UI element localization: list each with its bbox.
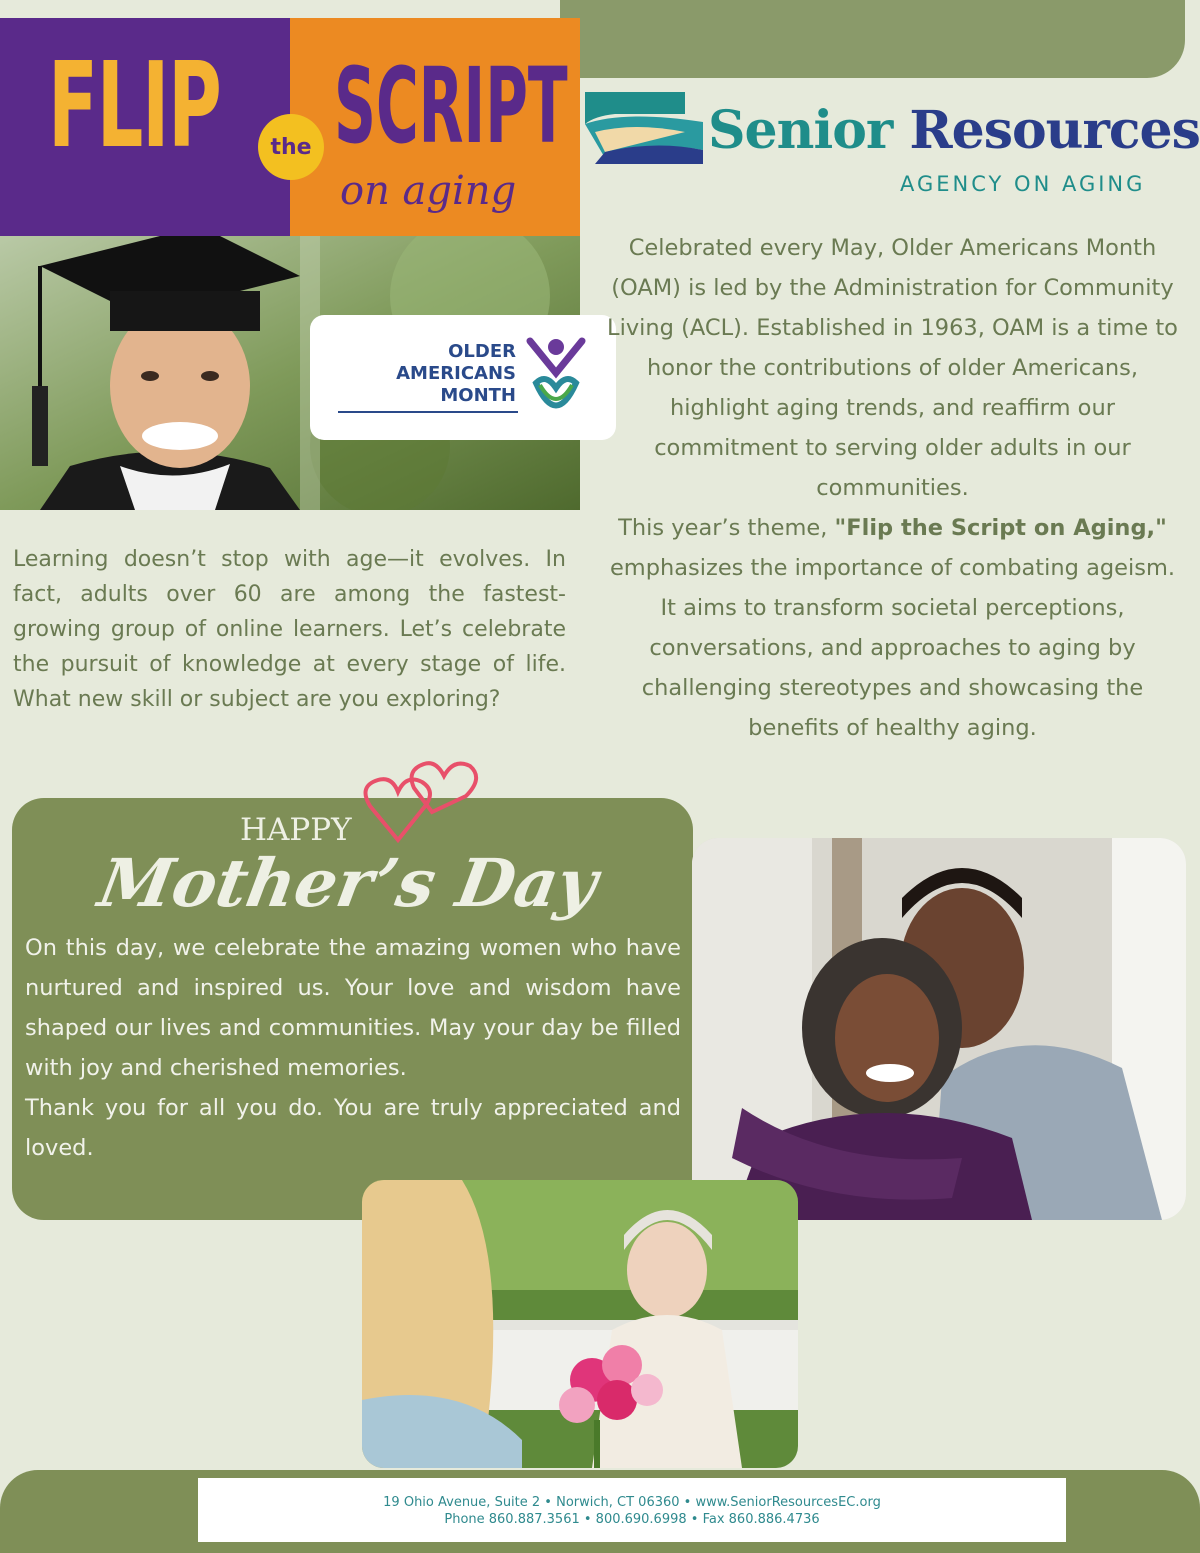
- older-americans-month-logo: [310, 315, 616, 440]
- oam-description: [600, 228, 1185, 748]
- oam-line-3: MONTH: [440, 385, 516, 406]
- mothers-day-message: [25, 928, 681, 1168]
- brand-name-senior: Senior: [708, 100, 910, 161]
- footer-phone: Phone 860.887.3561 • 800.690.6998 • Fax 860.886.4736: [444, 1512, 820, 1527]
- theme-name: "Flip the Script on Aging,": [834, 515, 1167, 541]
- banner-on-aging: on aging: [340, 168, 517, 214]
- people-heart-icon: [526, 333, 586, 423]
- brand-tagline: AGENCY ON AGING: [900, 172, 1146, 196]
- brand-name-resources: Resources: [909, 100, 1200, 161]
- oam-logo-text: [346, 341, 516, 407]
- flowers-photo: [362, 1180, 798, 1468]
- theme-suffix: emphasizes the importance of combating ageism. It aims to transform societal perceptions, conversations, and approaches to aging by challenging stereotypes and showcasing the benefits of healthy aging.: [609, 555, 1176, 741]
- banner-flip-word: FLIP: [48, 36, 221, 174]
- theme-prefix: This year’s theme,: [618, 515, 835, 541]
- mothers-day-paragraph-1: On this day, we celebrate the amazing women who have nurtured and inspired us. Your love and wisdom have shaped our lives and communities. May your day be filled with joy and cherished memories.: [25, 935, 681, 1081]
- footer-contact-box: [198, 1478, 1066, 1542]
- learning-paragraph: Learning doesn’t stop with age—it evolves. In fact, adults over 60 are among the fastest-growing group of online learners. Let’s celebrate the pursuit of knowledge at every stage of life. What new skill or subject are you exploring?: [13, 547, 566, 712]
- banner-the-badge: the: [258, 114, 324, 180]
- banner-script-word: SCRIPT: [334, 45, 568, 167]
- flip-the-script-banner: [0, 18, 580, 236]
- oam-underline: [338, 411, 518, 413]
- footer-address: 19 Ohio Avenue, Suite 2 • Norwich, CT 06360 • www.SeniorResourcesEC.org: [383, 1495, 881, 1510]
- oam-line-1: OLDER: [448, 341, 516, 362]
- hearts-icon: [362, 752, 482, 847]
- hug-photo: [692, 838, 1186, 1220]
- senior-resources-logo-mark: [585, 92, 703, 164]
- senior-resources-logo-text: [708, 100, 1200, 161]
- mothers-day-paragraph-2: Thank you for all you do. You are truly appreciated and loved.: [25, 1095, 681, 1161]
- top-decorative-bar: [560, 0, 1185, 78]
- oam-line-2: AMERICANS: [396, 363, 516, 384]
- mothers-day-title: Mother’s Day: [93, 844, 604, 922]
- oam-intro-text: Celebrated every May, Older Americans Month (OAM) is led by the Administration for Community Living (ACL). Established in 1963, OAM is a time to honor the contributions of older Americans, highlight aging trends, and reaffirm our commitment to serving older adults in our communities.: [607, 235, 1178, 501]
- mothers-day-happy: HAPPY: [240, 812, 352, 848]
